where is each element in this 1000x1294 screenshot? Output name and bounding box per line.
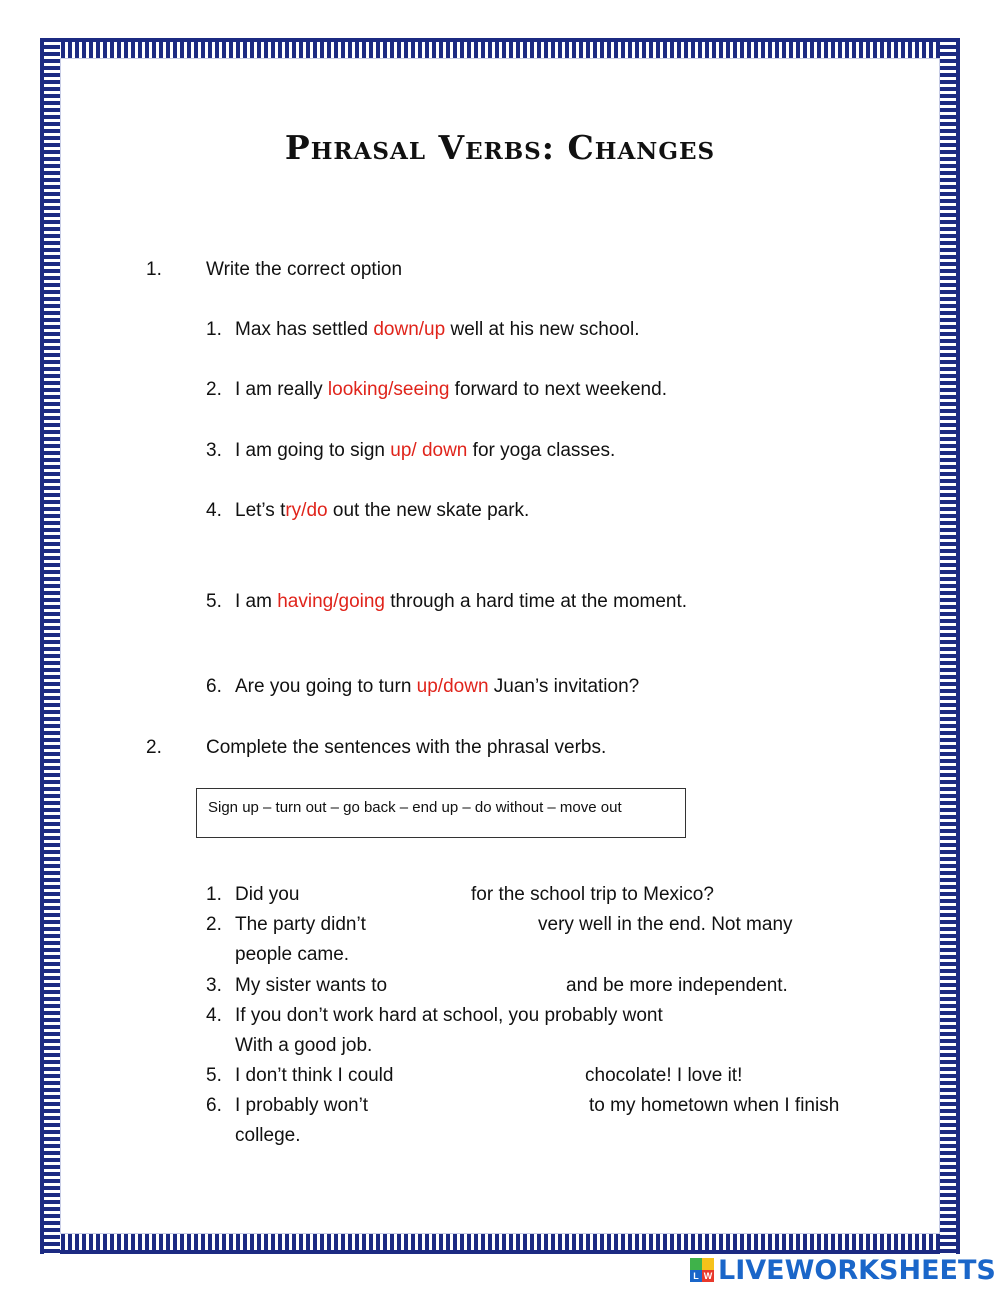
answer-choice[interactable]: having/going — [277, 591, 385, 612]
section-heading: Complete the sentences with the phrasal verbs. — [206, 737, 607, 758]
item-sentence — [235, 440, 615, 462]
sentence-start: Let’s t — [235, 500, 286, 521]
item-number: 6. — [206, 676, 222, 697]
item-number: 4. — [206, 1005, 222, 1026]
sentence-end: well at his new school. — [445, 319, 640, 340]
page-inner-edge — [60, 58, 940, 1234]
logo-badge-icon — [690, 1258, 714, 1282]
logo-text: LIVEWORKSHEETS — [718, 1254, 996, 1286]
item-sentence — [235, 500, 529, 522]
sentence-end: to my hometown when I finish — [589, 1095, 840, 1116]
sentence-start: Max has settled — [235, 319, 374, 340]
item-number: 2. — [206, 914, 222, 935]
item-sentence — [235, 591, 687, 613]
sentence-start: I am going to sign — [235, 440, 391, 461]
sentence-end: through a hard time at the moment. — [385, 591, 688, 612]
answer-choice[interactable]: looking/seeing — [327, 379, 450, 400]
item-sentence — [235, 379, 667, 401]
sentence-end: chocolate! I love it! — [585, 1065, 743, 1086]
answer-choice[interactable]: down/up — [373, 319, 446, 340]
sentence-continuation: With a good job. — [235, 1035, 373, 1056]
item-number: 5. — [206, 1065, 222, 1086]
logo-badge-letter: L — [690, 1270, 702, 1282]
sentence-end: for yoga classes. — [467, 440, 616, 461]
sentence-end: and be more independent. — [566, 975, 788, 996]
sentence-continuation: college. — [235, 1125, 301, 1146]
page-border-bottom — [40, 1234, 960, 1254]
sentence-end: out the new skate park. — [327, 500, 530, 521]
item-number: 1. — [206, 884, 222, 905]
item-number: 2. — [206, 379, 222, 400]
item-number: 1. — [206, 319, 222, 340]
section-heading: Write the correct option — [206, 259, 403, 280]
word-bank-box — [196, 788, 686, 838]
answer-choice[interactable]: ry/do — [285, 500, 328, 521]
answer-choice[interactable]: up/ down — [390, 440, 468, 461]
sentence-start: I don’t think I could — [235, 1065, 394, 1086]
section-number: 1. — [146, 259, 162, 280]
section-number: 2. — [146, 737, 162, 758]
sentence-end: Juan’s invitation? — [488, 676, 640, 697]
item-number: 3. — [206, 975, 222, 996]
sentence-start: If you don’t work hard at school, you probably wont — [235, 1005, 663, 1026]
page-border-right — [940, 38, 960, 1254]
item-number: 5. — [206, 591, 222, 612]
answer-choice[interactable]: up/down — [416, 676, 489, 697]
sentence-start: Did you — [235, 884, 300, 905]
page-border-top — [40, 38, 960, 58]
sentence-continuation: people came. — [235, 944, 350, 965]
sentence-start: The party didn’t — [235, 914, 366, 935]
page-title: Phrasal Verbs: Changes — [284, 128, 716, 167]
logo-badge-letter: W — [703, 1271, 713, 1281]
sentence-start: Are you going to turn — [235, 676, 417, 697]
word-bank-text: Sign up – turn out – go back – end up – do without – move out — [208, 799, 622, 816]
item-number: 3. — [206, 440, 222, 461]
item-sentence — [235, 319, 640, 341]
sentence-end: very well in the end. Not many — [538, 914, 793, 935]
sentence-start: I am really — [235, 379, 328, 400]
liveworksheets-logo[interactable] — [690, 1256, 996, 1284]
sentence-end: forward to next weekend. — [449, 379, 667, 400]
sentence-start: I am — [235, 591, 278, 612]
item-number: 6. — [206, 1095, 222, 1116]
item-number: 4. — [206, 500, 222, 521]
sentence-start: My sister wants to — [235, 975, 388, 996]
sentence-end: for the school trip to Mexico? — [471, 884, 714, 905]
item-sentence — [235, 676, 639, 698]
sentence-start: I probably won’t — [235, 1095, 369, 1116]
page-border-left — [40, 38, 60, 1254]
